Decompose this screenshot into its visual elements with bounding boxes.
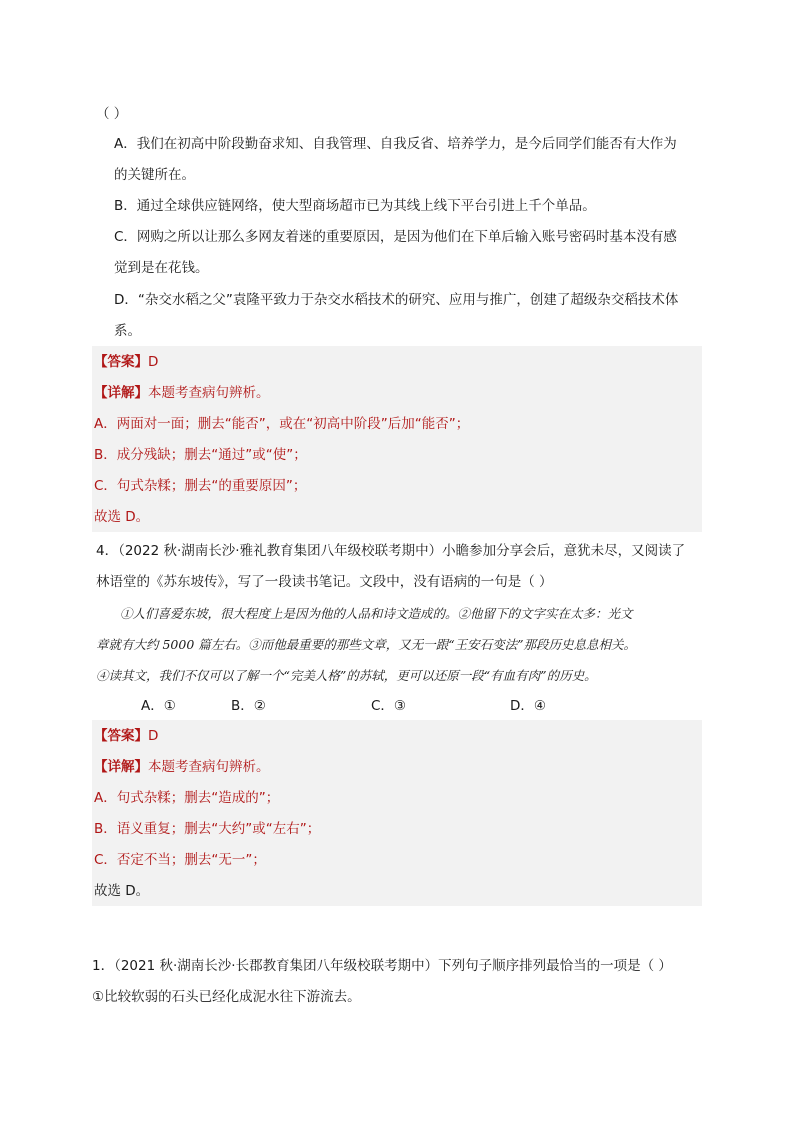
detail-text: 本题考查病句辨析。 bbox=[148, 385, 270, 401]
option-a-line1: A．我们在初高中阶段勤奋求知、自我管理、自我反省、培养学力，是今后同学们能否有大作为 bbox=[114, 136, 677, 152]
q4-analysis-a: A．句式杂糅；删去“造成的”； bbox=[94, 790, 280, 806]
q4-passage-line3: ④读其文，我们不仅可以了解一个“完美人格”的苏轼，更可以还原一段“有血有肉”的历史。 bbox=[96, 668, 597, 683]
answer-box bbox=[92, 346, 702, 532]
option-c-line2: 觉到是在花钱。 bbox=[114, 260, 209, 276]
option-c-line1: C．网购之所以让那么多网友着迷的重要原因，是因为他们在下单后输入账号密码时基本没有感 bbox=[114, 229, 677, 245]
answer-label: 【答案】 bbox=[94, 354, 148, 370]
answer-value: D bbox=[148, 354, 159, 370]
analysis-conclusion: 故选 D。 bbox=[94, 509, 150, 525]
answer-line bbox=[94, 352, 158, 372]
detail-label: 【详解】 bbox=[94, 385, 148, 401]
q4-stem-line1: 4．（2022 秋·湖南长沙·雅礼教育集团八年级校联考期中）小瞻参加分享会后，意犹未尽，又阅读了 bbox=[96, 543, 686, 559]
q4-analysis-b: B．语义重复；删去“大约”或“左右”； bbox=[94, 821, 321, 837]
q4-passage-line2: 章就有大约 5000 篇左右。③而他最重要的那些文章，又无一跟“王安石变法”那段历史息息相关。 bbox=[96, 637, 637, 652]
q4-choice-c: C．③ bbox=[371, 698, 407, 714]
option-a-line2: 的关键所在。 bbox=[114, 167, 195, 183]
q4-answer-value: D bbox=[148, 728, 159, 744]
detail-line bbox=[94, 383, 270, 403]
option-b: B．通过全球供应链网络，使大型商场超市已为其线上线下平台引进上千个单品。 bbox=[114, 198, 596, 214]
q4-choice-d: D．④ bbox=[510, 698, 546, 714]
q4-passage-line1: ①人们喜爱东坡，很大程度上是因为他的人品和诗文造成的。②他留下的文字实在太多：光文 bbox=[120, 606, 633, 621]
question-stem-tail: （ ） bbox=[96, 106, 128, 122]
q4-detail-text: 本题考查病句辨析。 bbox=[148, 759, 270, 775]
analysis-b: B．成分残缺；删去“通过”或“使”； bbox=[94, 447, 307, 463]
q1-item1: ①比较软弱的石头已经化成泥水往下游流去。 bbox=[92, 989, 361, 1005]
q4-answer-label: 【答案】 bbox=[94, 728, 148, 744]
q4-choice-b: B．② bbox=[231, 698, 266, 714]
analysis-c: C．句式杂糅；删去“的重要原因”； bbox=[94, 478, 307, 494]
q4-answer-box bbox=[92, 720, 702, 906]
option-d-line1: D．“杂交水稻之父”袁隆平致力于杂交水稻技术的研究、应用与推广，创建了超级杂交稻技术体 bbox=[114, 292, 679, 308]
option-d-line2: 系。 bbox=[114, 323, 141, 339]
q4-analysis-c: C．否定不当；删去“无一”； bbox=[94, 852, 266, 868]
q4-choice-a: A．① bbox=[141, 698, 176, 714]
q1-stem: 1．（2021 秋·湖南长沙·长郡教育集团八年级校联考期中）下列句子顺序排列最恰当的一项是（ ） bbox=[92, 958, 672, 974]
q4-analysis-conclusion: 故选 D。 bbox=[94, 883, 150, 899]
analysis-a: A．两面对一面；删去“能否”，或在“初高中阶段”后加“能否”； bbox=[94, 416, 470, 432]
q4-stem-line2: 林语堂的《苏东坡传》，写了一段读书笔记。文段中，没有语病的一句是（ ） bbox=[96, 574, 553, 590]
q4-detail-label: 【详解】 bbox=[94, 759, 148, 775]
q4-answer-line bbox=[94, 726, 158, 746]
q4-detail-line bbox=[94, 757, 270, 777]
